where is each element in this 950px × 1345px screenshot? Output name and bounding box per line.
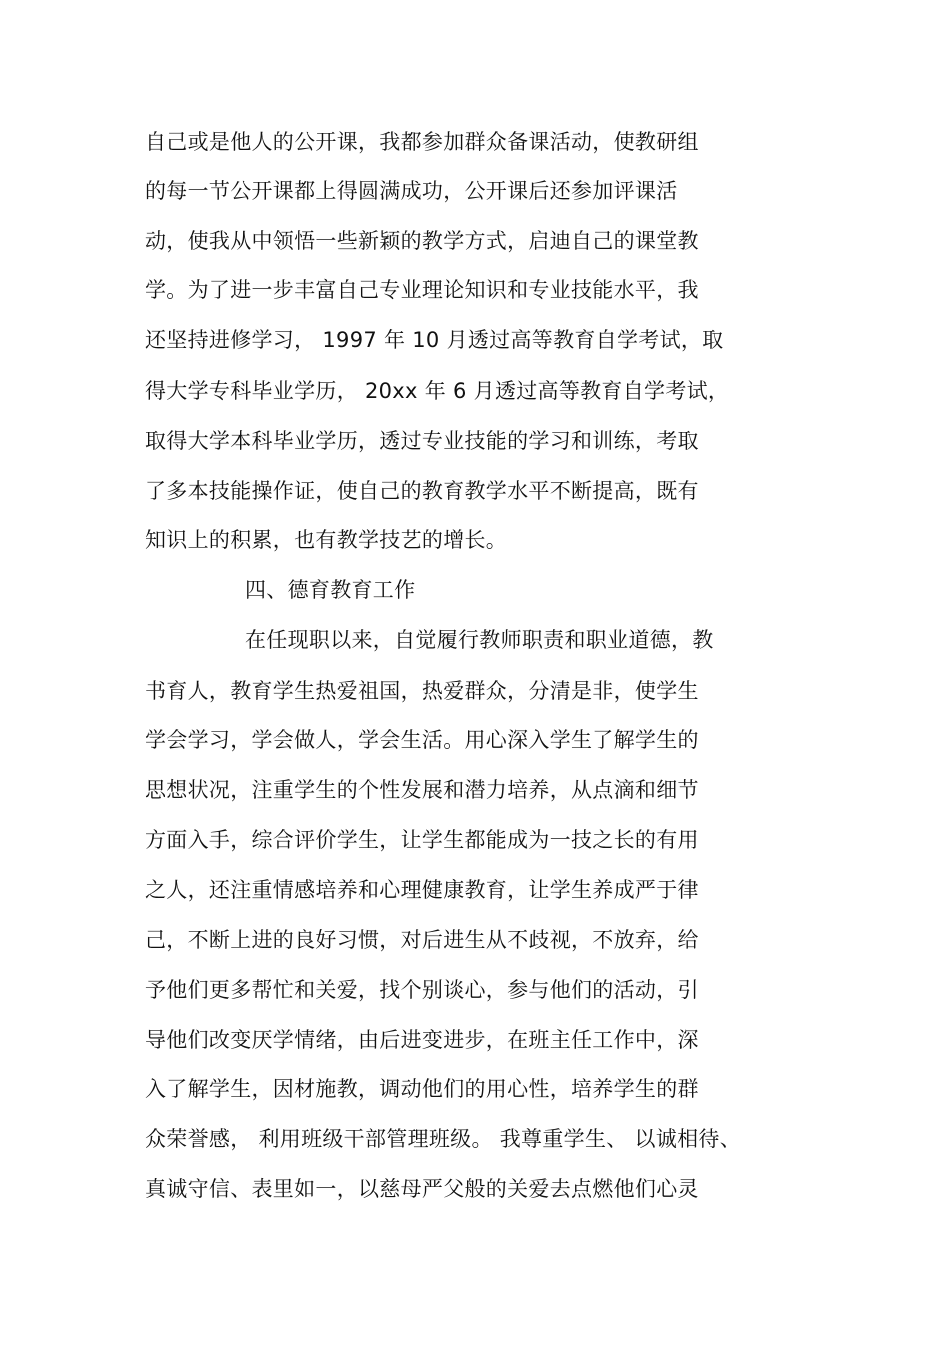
paragraph-line: 学。为了进一步丰富自己专业理论知识和专业技能水平，我	[145, 278, 699, 302]
paragraph-line: 思想状况，注重学生的个性发展和潜力培养，从点滴和细节	[145, 778, 699, 802]
paragraph-line: 众荣誉感， 利用班级干部管理班级。 我尊重学生、 以诚相待、	[145, 1127, 742, 1151]
paragraph-line: 动，使我从中领悟一些新颖的教学方式，启迪自己的课堂教	[145, 229, 699, 253]
paragraph-line: 入了解学生，因材施教，调动他们的用心性，培养学生的群	[145, 1077, 699, 1101]
paragraph-line: 真诚守信、表里如一，以慈母严父般的关爱去点燃他们心灵	[145, 1177, 699, 1201]
paragraph-line: 之人，还注重情感培养和心理健康教育，让学生养成严于律	[145, 878, 699, 902]
paragraph-line: 自己或是他人的公开课，我都参加群众备课活动，使教研组	[145, 130, 699, 154]
paragraph-line: 了多本技能操作证，使自己的教育教学水平不断提高，既有	[145, 479, 699, 503]
paragraph-line: 得大学专科毕业学历， 20xx 年 6 月透过高等教育自学考试，	[145, 379, 730, 403]
paragraph-line: 己，不断上进的良好习惯，对后进生从不歧视，不放弃，给	[145, 928, 699, 952]
paragraph-line: 予他们更多帮忙和关爱，找个别谈心，参与他们的活动，引	[145, 978, 699, 1002]
paragraph-line: 取得大学本科毕业学历，透过专业技能的学习和训练，考取	[145, 429, 699, 453]
paragraph-line: 还坚持进修学习， 1997 年 10 月透过高等教育自学考试，取	[145, 328, 724, 352]
paragraph-line: 学会学习，学会做人，学会生活。用心深入学生了解学生的	[145, 728, 699, 752]
paragraph-line: 方面入手，综合评价学生，让学生都能成为一技之长的有用	[145, 828, 699, 852]
paragraph-line: 的每一节公开课都上得圆满成功，公开课后还参加评课活	[145, 179, 678, 203]
paragraph-line: 书育人，教育学生热爱祖国，热爱群众，分清是非，使学生	[145, 679, 699, 703]
paragraph-line: 知识上的积累，也有教学技艺的增长。	[145, 528, 508, 552]
paragraph-line: 导他们改变厌学情绪，由后进变进步，在班主任工作中，深	[145, 1028, 699, 1052]
section-heading: 四、德育教育工作	[245, 578, 416, 602]
paragraph-line: 在任现职以来，自觉履行教师职责和职业道德，教	[245, 628, 714, 652]
